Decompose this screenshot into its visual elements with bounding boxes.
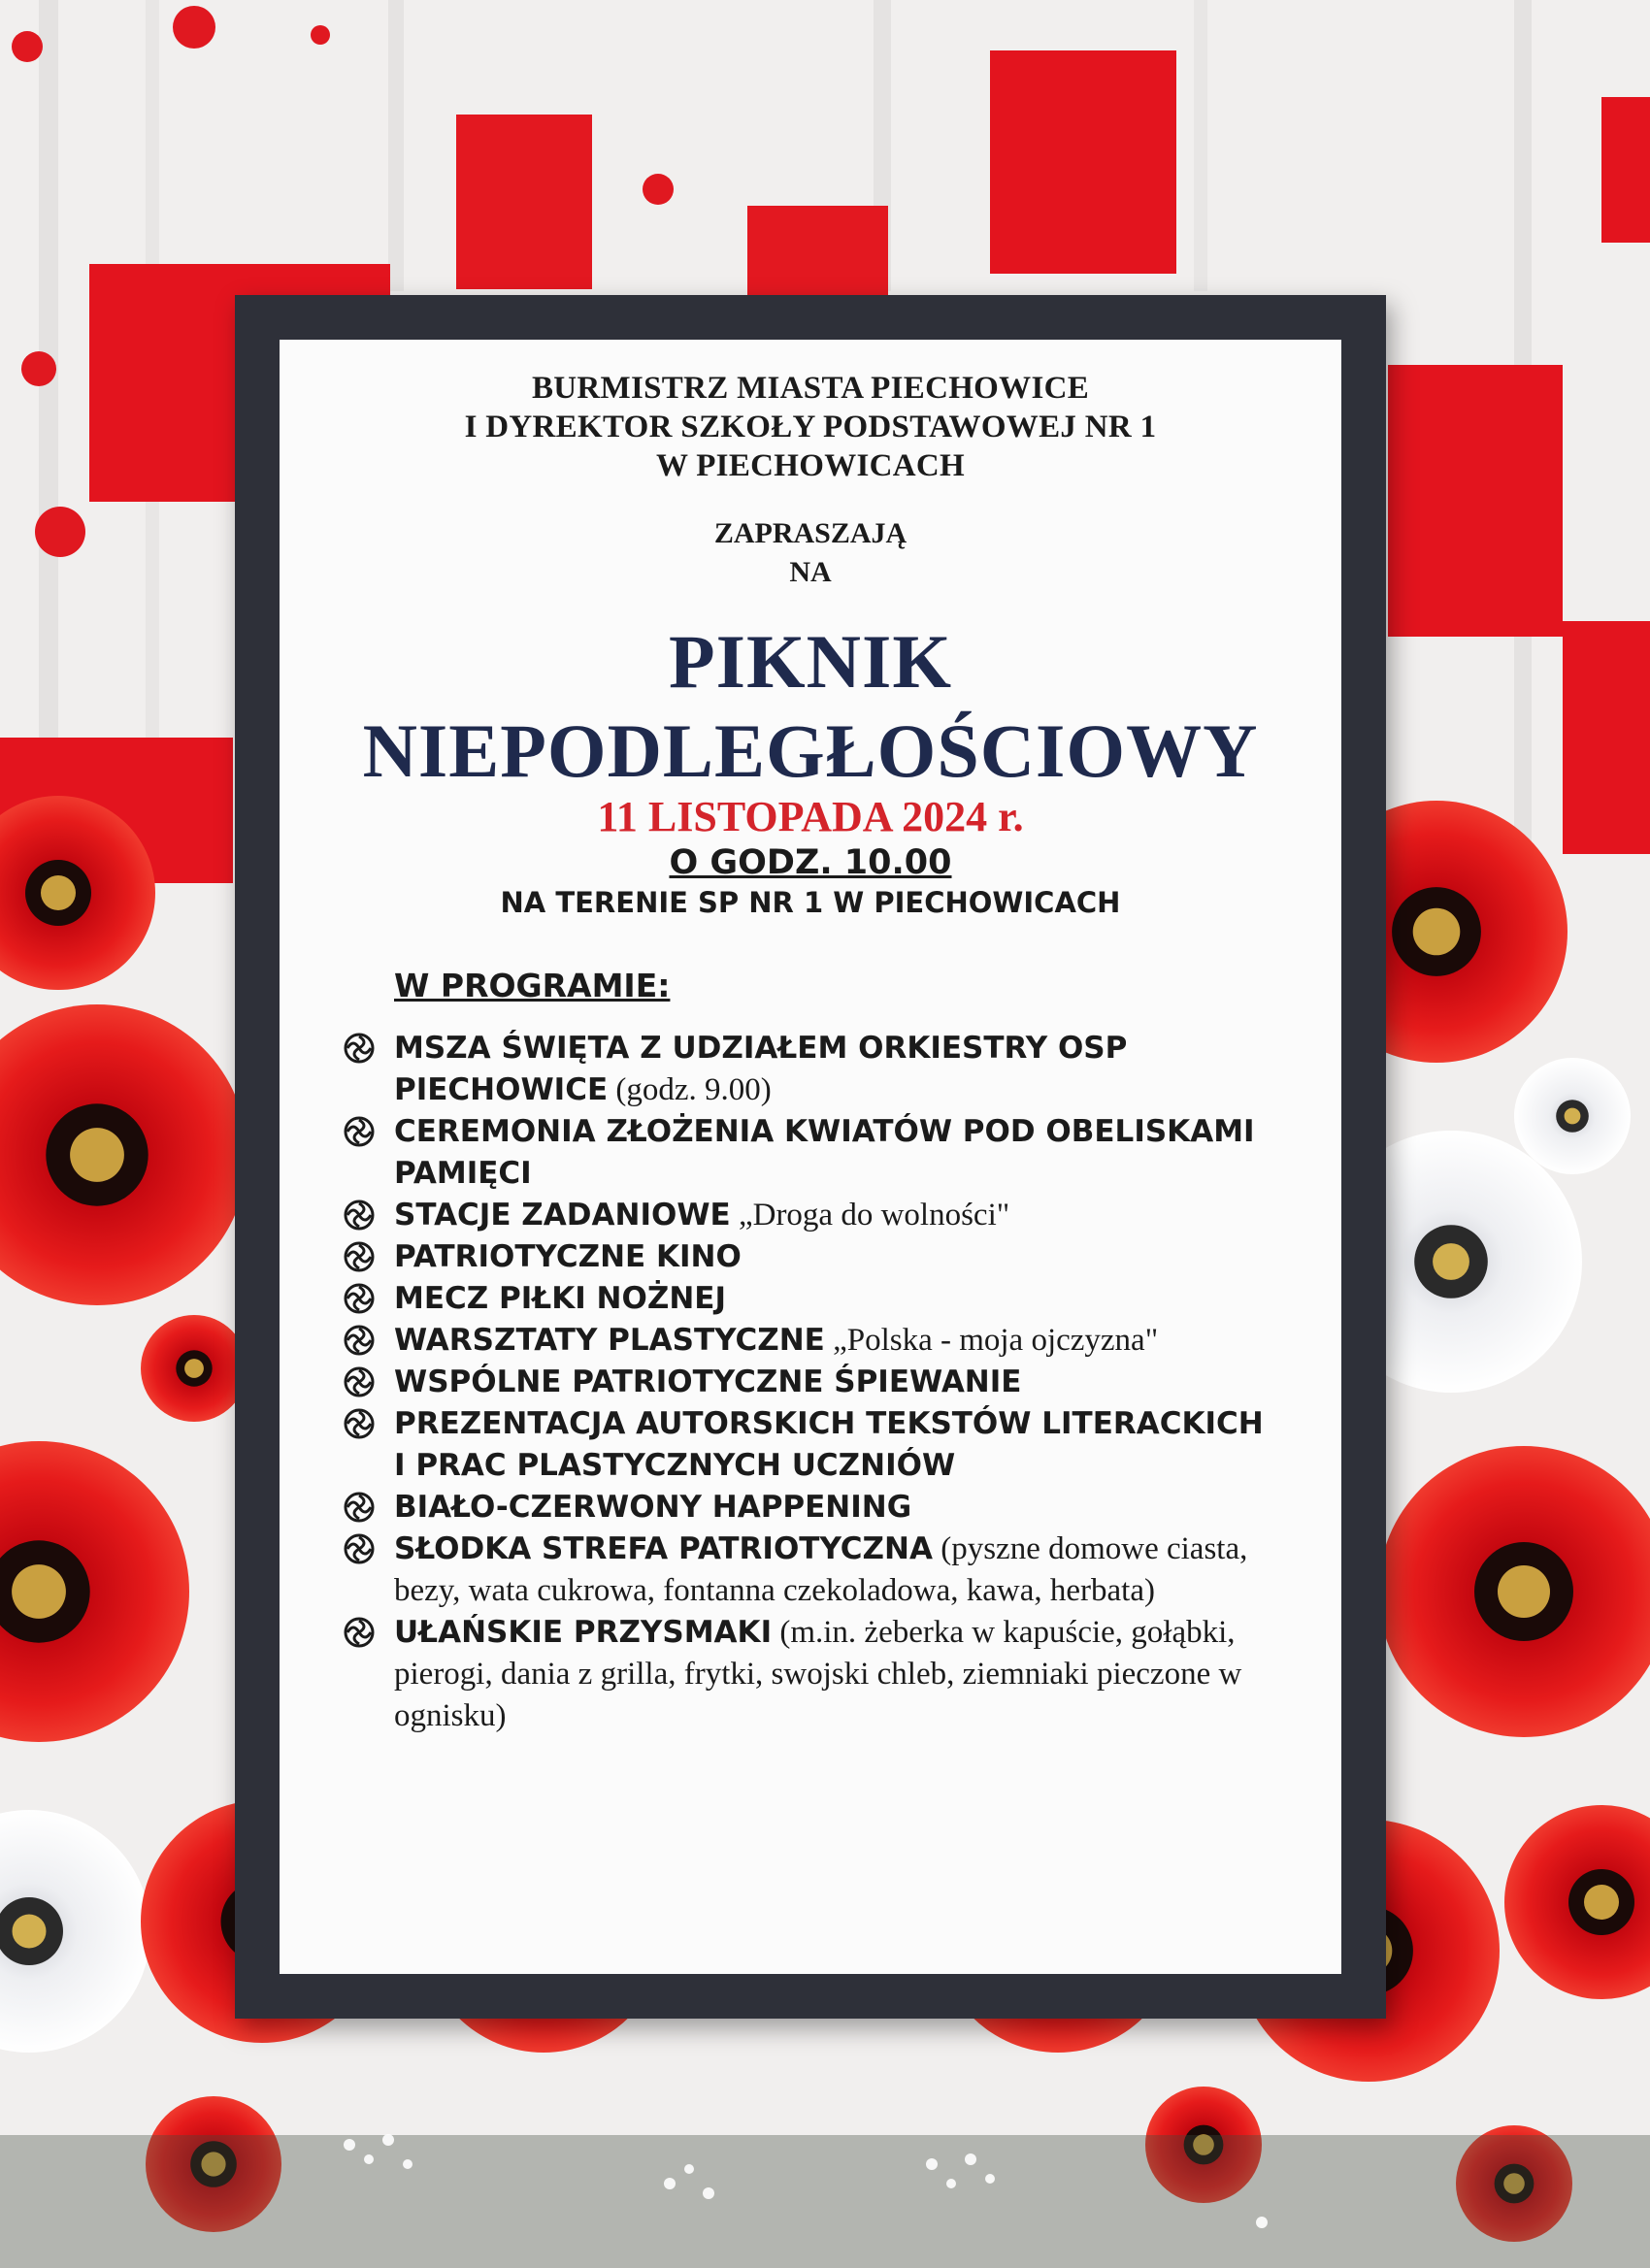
- program-item-title: WARSZTATY PLASTYCZNE: [394, 1323, 825, 1358]
- program-item-title: BIAŁO-CZERWONY HAPPENING: [394, 1490, 912, 1525]
- program-item-title: PATRIOTYCZNE KINO: [394, 1239, 742, 1274]
- organizers-line-3: W PIECHOWICACH: [655, 448, 966, 483]
- program-item-title: PREZENTACJA AUTORSKICH TEKSTÓW LITERACKICH I PRAC PLASTYCZNYCH UCZNIÓW: [394, 1406, 1264, 1483]
- invite-block: [280, 514, 1341, 592]
- swirl-bullet-icon: [344, 1533, 375, 1564]
- swirl-bullet-icon: [344, 1492, 375, 1523]
- event-title-line-2: NIEPODLEGŁOŚCIOWY: [362, 708, 1259, 793]
- event-title: [280, 617, 1341, 796]
- list-item: [344, 1110, 1275, 1194]
- invite-line-2: NA: [789, 556, 832, 588]
- organizers-line-1: BURMISTRZ MIASTA PIECHOWICE: [531, 371, 1090, 406]
- organizers-block: [280, 369, 1341, 485]
- program-item-title: SŁODKA STREFA PATRIOTYCZNA: [394, 1531, 933, 1566]
- swirl-bullet-icon: [344, 1033, 375, 1064]
- list-item: [344, 1235, 1275, 1277]
- program-item-title: STACJE ZADANIOWE: [394, 1198, 731, 1233]
- list-item: [344, 1528, 1275, 1611]
- organizers-line-2: I DYREKTOR SZKOŁY PODSTAWOWEJ NR 1: [464, 410, 1157, 444]
- event-time: O GODZ. 10.00: [669, 843, 952, 882]
- swirl-bullet-icon: [344, 1366, 375, 1397]
- program-list: [344, 1027, 1275, 1736]
- event-place: NA TERENIE SP NR 1 W PIECHOWICACH: [500, 886, 1121, 919]
- program-item-title: MSZA ŚWIĘTA Z UDZIAŁEM ORKIESTRY OSP PIECHOWICE: [394, 1031, 1128, 1107]
- list-item: [344, 1319, 1275, 1361]
- list-item: [344, 1027, 1275, 1110]
- swirl-bullet-icon: [344, 1241, 375, 1272]
- list-item: [344, 1194, 1275, 1235]
- program-item-title: MECZ PIŁKI NOŻNEJ: [394, 1281, 726, 1316]
- program-item-details: (pyszne domowe ciasta, bezy, wata cukrowa, fontanna czekoladowa, kawa, herbata): [394, 1531, 1248, 1608]
- program-heading: W PROGRAMIE:: [394, 967, 671, 1004]
- swirl-bullet-icon: [344, 1200, 375, 1231]
- swirl-bullet-icon: [344, 1325, 375, 1356]
- list-item: [344, 1486, 1275, 1528]
- swirl-bullet-icon: [344, 1617, 375, 1648]
- program-item-details: (m.in. żeberka w kapuście, gołąbki, pierogi, dania z grilla, frytki, swojski chleb, ziemniaki pieczone w ognisku): [394, 1615, 1242, 1733]
- swirl-bullet-icon: [344, 1116, 375, 1147]
- program-item-title: CEREMONIA ZŁOŻENIA KWIATÓW POD OBELISKAMI PAMIĘCI: [394, 1114, 1255, 1191]
- list-item: [344, 1611, 1275, 1736]
- list-item: [344, 1402, 1275, 1486]
- program-item-title: WSPÓLNE PATRIOTYCZNE ŚPIEWANIE: [394, 1364, 1022, 1399]
- swirl-bullet-icon: [344, 1283, 375, 1314]
- swirl-bullet-icon: [344, 1408, 375, 1439]
- event-date: 11 LISTOPADA 2024 r.: [597, 793, 1024, 840]
- program-item-title: UŁAŃSKIE PRZYSMAKI: [394, 1615, 773, 1650]
- list-item: [344, 1277, 1275, 1319]
- invite-line-1: ZAPRASZAJĄ: [713, 517, 908, 549]
- program-item-details: „Droga do wolności": [730, 1198, 1010, 1233]
- program-item-details: „Polska - moja ojczyzna": [824, 1323, 1159, 1358]
- event-title-line-1: PIKNIK: [668, 619, 953, 704]
- program-item-details: (godz. 9.00): [608, 1072, 772, 1107]
- list-item: [344, 1361, 1275, 1402]
